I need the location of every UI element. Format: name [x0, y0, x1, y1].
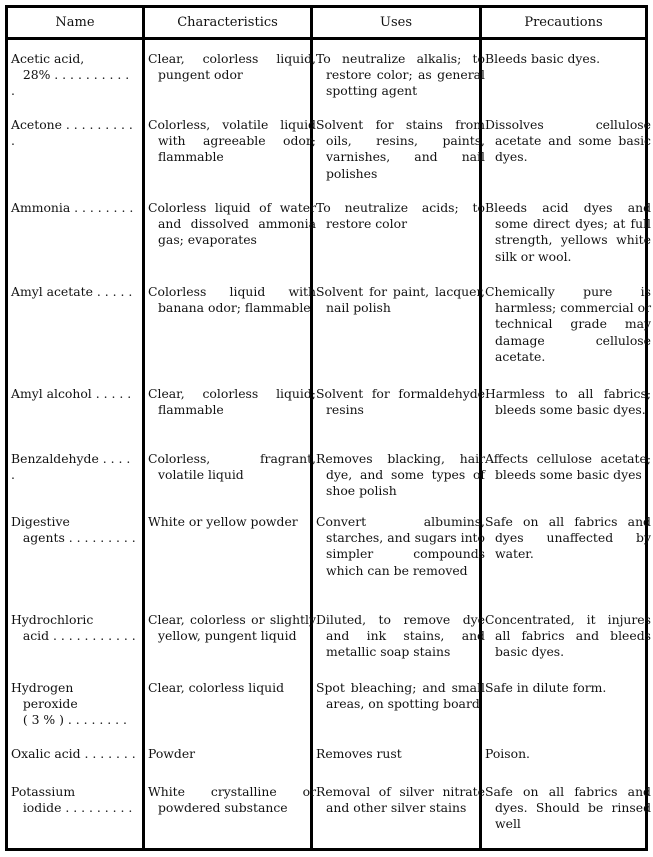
cell-precautions: Dissolves cellulose acetate and some basic dyes. — [485, 117, 651, 165]
cell-name: Oxalic acid . . . . . . . — [11, 746, 136, 761]
chemicals-table — [5, 5, 651, 851]
cell-name: Acetic acid, 28% . . . . . . . . . . . — [11, 51, 130, 99]
cell-uses: Removal of silver nitrate and other silver stains — [316, 784, 485, 816]
cell-characteristics: Clear, colorless liquid — [148, 680, 285, 695]
cell-characteristics: Clear, colorless liquid; flammable — [148, 386, 316, 418]
cell-precautions: Chemically pure is harmless; commercial or technical grade may damage cellulose acetate. — [485, 284, 651, 364]
cell-precautions: Concentrated, it injures all fabrics and bleeds basic dyes. — [485, 612, 651, 660]
cell-name: Potassium iodide . . . . . . . . . — [11, 784, 133, 816]
cell-name: Amyl alcohol . . . . . — [11, 386, 132, 401]
header-divider — [8, 37, 645, 40]
column-divider — [142, 8, 145, 848]
cell-precautions: Bleeds basic dyes. — [485, 51, 601, 66]
cell-name: Hydrogen peroxide ( 3 % ) . . . . . . . . — [11, 680, 127, 728]
cell-characteristics: Clear, colorless or slightly yellow, pungent liquid — [148, 612, 316, 644]
cell-characteristics: White crystalline or powdered substance — [148, 784, 316, 816]
cell-characteristics: White or yellow powder — [148, 514, 298, 529]
header-name: Name — [55, 15, 95, 30]
cell-characteristics: Clear, colorless liquid, pungent odor — [148, 51, 316, 83]
cell-uses: Solvent for formaldehyde resins — [316, 386, 485, 418]
cell-precautions: Harmless to all fabrics; bleeds some basic dyes. — [485, 386, 651, 418]
cell-name: Acetone . . . . . . . . . . — [11, 117, 137, 149]
cell-precautions: Affects cellulose acetate; bleeds some basic dyes — [485, 451, 651, 483]
cell-uses: Solvent for stains from oils, resins, paints, varnishes, and nail polishes — [316, 117, 485, 181]
cell-precautions: Safe in dilute form. — [485, 680, 607, 695]
cell-uses: To neutralize alkalis; to restore color; as general spotting agent — [316, 51, 485, 99]
cell-characteristics: Powder — [148, 746, 196, 761]
cell-uses: Spot bleaching; and small areas, on spotting board — [316, 680, 485, 712]
header-characteristics: Characteristics — [177, 15, 278, 30]
header-uses: Uses — [380, 15, 412, 30]
cell-precautions: Poison. — [485, 746, 530, 761]
header-precautions: Precautions — [524, 15, 603, 30]
cell-uses: To neutralize acids; to restore color — [316, 200, 485, 232]
cell-name: Hydrochloric acid . . . . . . . . . . . — [11, 612, 136, 644]
cell-characteristics: Colorless, fragrant, volatile liquid — [148, 451, 316, 483]
cell-uses: Removes rust — [316, 746, 402, 761]
cell-characteristics: Colorless liquid of water and dissolved ammonia gas; evaporates — [148, 200, 316, 248]
cell-precautions: Bleeds acid dyes and some direct dyes; at full strength, yellows white silk or wool. — [485, 200, 651, 264]
cell-name: Digestive agents . . . . . . . . . — [11, 514, 136, 546]
cell-precautions: Safe on all fabrics and dyes. Should be rinsed well — [485, 784, 651, 832]
cell-characteristics: Colorless liquid with banana odor; flammable — [148, 284, 316, 316]
cell-uses: Diluted, to remove dye and ink stains, and metallic soap stains — [316, 612, 485, 660]
cell-name: Ammonia . . . . . . . . — [11, 200, 134, 215]
cell-uses: Convert albumins, starches, and sugars into simpler compounds which can be removed — [316, 514, 485, 578]
cell-uses: Solvent for paint, lacquer, nail polish — [316, 284, 485, 316]
cell-precautions: Safe on all fabrics and dyes unaffected by water. — [485, 514, 651, 562]
cell-name: Amyl acetate . . . . . — [11, 284, 133, 299]
cell-characteristics: Colorless, volatile liquid with agreeable odor; flammable — [148, 117, 316, 165]
cell-name: Benzaldehyde . . . . . — [11, 451, 135, 483]
cell-uses: Removes blacking, hair dye, and some types of shoe polish — [316, 451, 485, 499]
